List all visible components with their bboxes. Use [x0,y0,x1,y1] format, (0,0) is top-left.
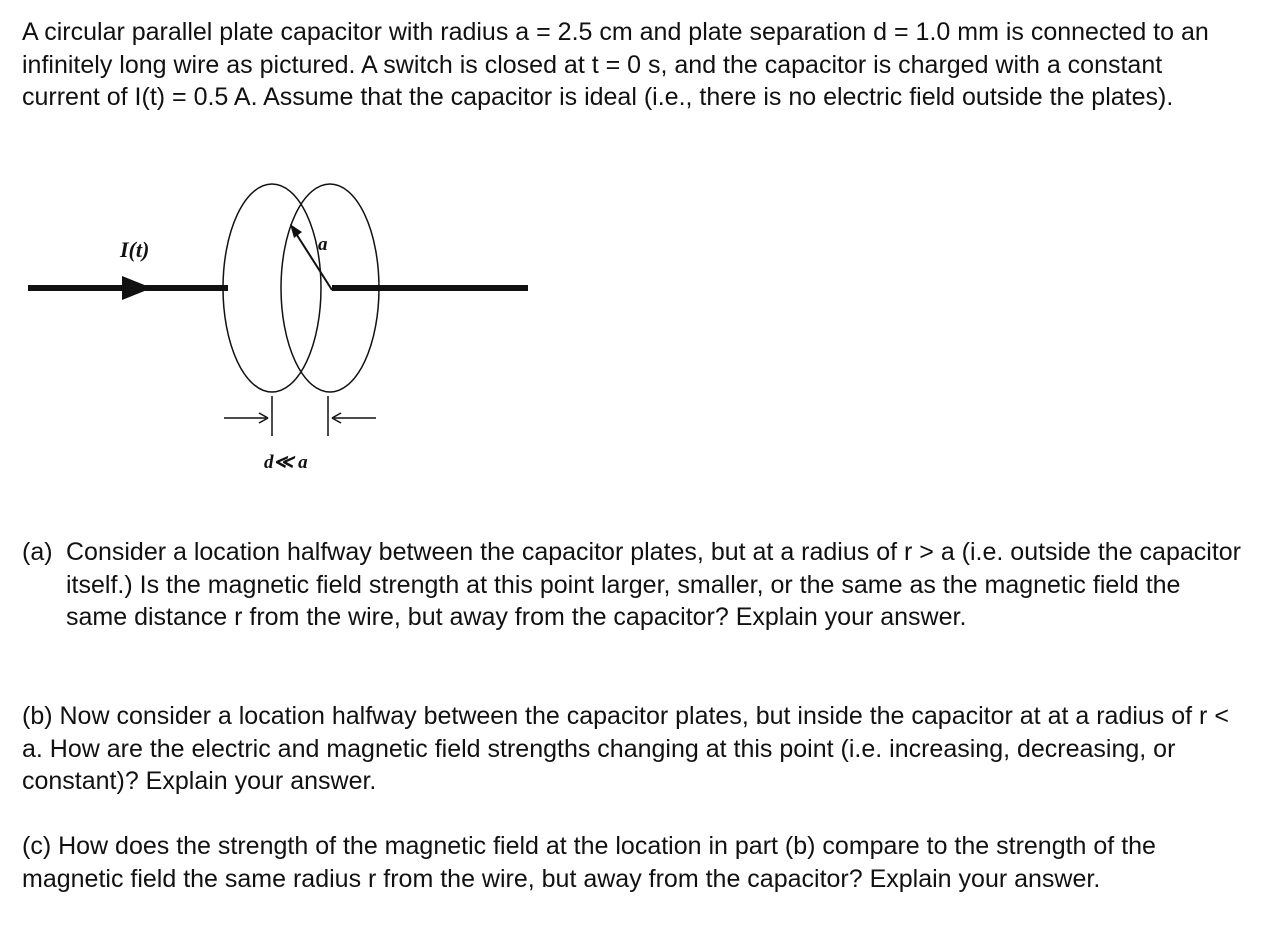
left-plate [223,184,321,392]
question-part-a [22,536,1242,634]
radius-label: a [318,234,328,255]
capacitor-figure [0,170,560,490]
separation-label: d≪ a [264,452,308,473]
part-a-tag: (a) [22,538,53,566]
question-part-c: (c) How does the strength of the magnetic field at the location in part (b) compare to the strength of the magnetic field the same radius r from the wire, but away from the capacitor? Explain your answer. [22,832,1156,893]
current-arrow [122,276,152,300]
radius-arrowhead [290,224,302,238]
current-label: I(t) [120,237,150,262]
problem-intro: A circular parallel plate capacitor with radius a = 2.5 cm and plate separation d = 1.0 mm is connected to an infinitely long wire as pictured. A switch is closed at t = 0 s, and the capacitor is charged with a constant current of I(t) = 0.5 A. Assume that the capacitor is ideal (i.e., there is no electric field outside the plates). [22,18,1209,111]
capacitor-diagram [0,170,560,490]
part-a-text: Consider a location halfway between the capacitor plates, but at a radius of r > a (i.e. outside the capacitor itself.) Is the magnetic field strength at this point larger, smaller, or the same as the magnetic field the same distance r from the wire, but away from the capacitor? Explain your answer. [66,538,1241,631]
question-part-b: (b) Now consider a location halfway between the capacitor plates, but inside the capacitor at at a radius of r < a. How are the electric and magnetic field strengths changing at this point (i.e. increasing, decreasing, or constant)? Explain your answer. [22,702,1229,795]
